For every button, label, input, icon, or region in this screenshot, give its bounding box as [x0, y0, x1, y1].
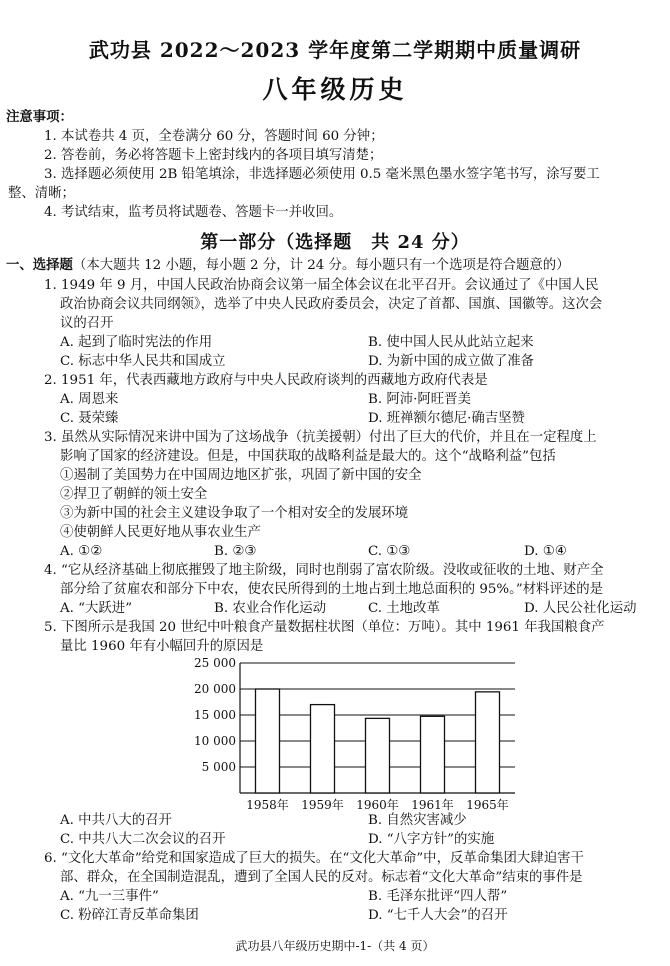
x-tick-label: 1961年 [411, 798, 454, 812]
note-item: 2. 答卷前，务必将答题卡上密封线内的各项目填写清楚； [44, 148, 383, 163]
option-c: C. 土地改革 [368, 601, 440, 616]
option-b: B. 毛泽东批评“四人帮” [368, 889, 508, 904]
option-d: D. “七千人大会”的召开 [368, 908, 508, 923]
section-label: 一、选择题 [6, 257, 73, 273]
question-line: 政治协商会议共同纲领》，选举了中央人民政府委员会，决定了首都、国旗、国徽等。这次会 [60, 297, 603, 312]
question-line: 影响了国家的经济建设。但是，中国获取的战略利益是最大的。这个“战略利益”包括 [60, 449, 556, 464]
x-tick-label: 1958年 [246, 798, 289, 812]
option-d: D. ①④ [524, 544, 567, 559]
option-a: A. “九一三事件” [60, 889, 159, 904]
question-line: 5. 下图所示是我国 20 世纪中叶粮食产量数据柱状图（单位：万吨）。其中 1961 年我国粮食产 [44, 620, 605, 635]
option-c: C. 粉碎江青反革命集团 [60, 908, 199, 923]
x-tick-label: 1959年 [301, 798, 344, 812]
option-a: A. ①② [60, 544, 103, 559]
question-line: 1. 1949 年 9 月，中国人民政治协商会议第一届全体会议在北平召开。会议通过了《中国人民 [44, 278, 599, 293]
question-line: ②捍卫了朝鲜的领土安全 [60, 487, 208, 502]
note-item: 1. 本试卷共 4 页，全卷满分 60 分，答题时间 60 分钟； [44, 129, 384, 144]
note-item: 3. 选择题必须使用 2B 铅笔填涂，非选择题必须使用 0.5 毫米黑色墨水签字笔书写，涂写要工 [44, 167, 600, 182]
option-d: D. 班禅额尔德尼·确吉坚赞 [368, 411, 525, 426]
section-desc: （本大题共 12 小题，每小题 2 分，计 24 分。每小题只有一个选项是符合题意的） [72, 258, 570, 273]
note-item: 整、清晰； [8, 186, 75, 201]
bar [421, 716, 445, 793]
option-c: C. 标志中华人民共和国成立 [60, 354, 226, 369]
bar [366, 718, 390, 793]
option-b: B. 阿沛·阿旺晋美 [368, 392, 471, 407]
option-a: A. 周恩来 [60, 392, 119, 407]
y-tick-label: 25 000 [194, 656, 236, 670]
question-line: 部、群众，在全国制造混乱，遭到了全国人民的反对。标志着“文化大革命”结束的事件是 [60, 870, 583, 885]
grain-bar-chart [180, 655, 530, 815]
bar [256, 689, 280, 793]
option-b: B. ②③ [214, 544, 257, 559]
exam-title: 武功县 2022～2023 学年度第二学期期中质量调研 [88, 38, 582, 62]
question-line: ④使朝鲜人民更好地从事农业生产 [60, 525, 261, 540]
question-line: 2. 1951 年，代表西藏地方政府与中央人民政府谈判的西藏地方政府代表是 [44, 373, 488, 388]
option-d: D. 为新中国的成立做了准备 [368, 354, 535, 369]
option-c: C. 聂荣臻 [60, 411, 119, 426]
y-tick-label: 5 000 [201, 760, 236, 774]
y-tick-label: 10 000 [194, 734, 236, 748]
exam-subject: 八年级历史 [262, 75, 408, 104]
question-line: ①遏制了美国势力在中国周边地区扩张，巩固了新中国的安全 [60, 468, 422, 483]
question-line: 6. “文化大革命”给党和国家造成了巨大的损失。在“文化大革命”中，反革命集团大肆迫害干 [44, 851, 584, 866]
y-tick-label: 15 000 [194, 708, 236, 722]
part-title: 第一部分（选择题 共 24 分） [200, 232, 470, 253]
option-c: C. 中共八大二次会议的召开 [60, 832, 226, 847]
x-tick-label: 1965年 [466, 798, 509, 812]
option-a: A. 起到了临时宪法的作用 [60, 335, 213, 350]
option-b: B. 农业合作化运动 [214, 601, 327, 616]
question-line: 量比 1960 年有小幅回升的原因是 [60, 639, 264, 654]
question-line: 4. “它从经济基础上彻底摧毁了地主阶级，同时也削弱了富农阶级。没收或征收的土地、财产全 [44, 563, 604, 578]
option-d: D. 人民公社化运动 [524, 601, 637, 616]
option-c: C. ①③ [368, 544, 411, 559]
option-a: A. “大跃进” [60, 601, 133, 616]
question-line: 议的召开 [60, 316, 114, 331]
bar [311, 705, 335, 793]
note-item: 4. 考试结束，监考员将试题卷、答题卡一并收回。 [44, 205, 343, 220]
option-a: A. 中共八大的召开 [60, 813, 172, 828]
option-b: B. 自然灾害减少 [368, 813, 467, 828]
y-tick-label: 20 000 [194, 682, 236, 696]
question-line: 3. 虽然从实际情况来讲中国为了这场战争（抗美援朝）付出了巨大的代价，并且在一定程度上 [44, 430, 597, 445]
option-b: B. 使中国人民从此站立起来 [368, 335, 534, 350]
question-line: 部分给了贫雇农和部分下中农，使农民所得到的土地占到土地总面积的 95%。”材料评述的是 [60, 582, 604, 597]
x-tick-label: 1960年 [356, 798, 399, 812]
question-line: ③为新中国的社会主义建设争取了一个相对安全的发展环境 [60, 506, 409, 521]
page-footer: 武功县八年级历史期中-1-（共 4 页） [235, 939, 435, 953]
section-heading [6, 256, 570, 275]
bar [476, 692, 500, 793]
notes-heading: 注意事项： [6, 109, 73, 125]
option-d: D. “八字方针”的实施 [368, 832, 495, 847]
